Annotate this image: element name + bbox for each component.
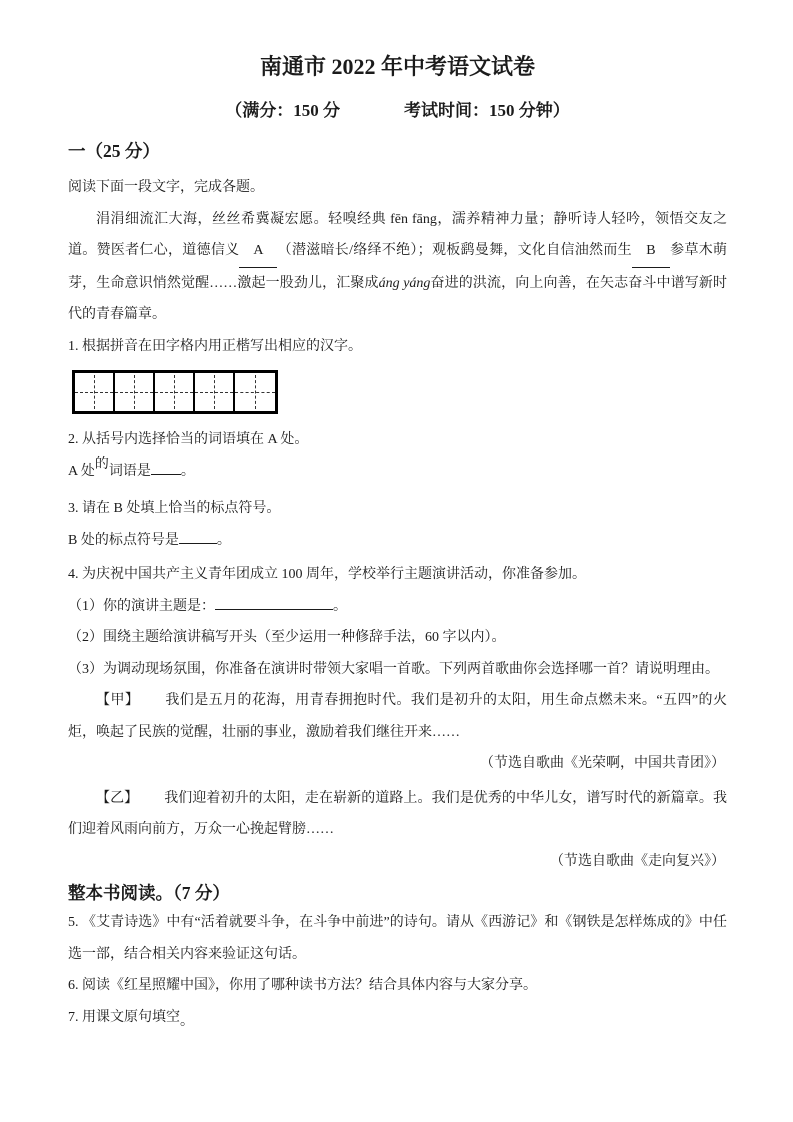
tianzige-cell	[195, 373, 235, 411]
q3-answer-prefix: B 处的标点符号是	[68, 532, 179, 548]
q7-text: 7. 用课文原句填空	[68, 1009, 180, 1025]
lyric-yi-label: 【乙】	[96, 790, 139, 806]
q4-sub1-blank	[215, 609, 333, 610]
passage-pinyin: áng yáng	[378, 275, 431, 291]
exam-title: 南通市 2022 年中考语文试卷	[259, 54, 535, 79]
question-2-answer-line	[68, 456, 727, 488]
question-6: 6. 阅读《红星照耀中国》，你用了哪种读书方法？结合具体内容与大家分享。	[68, 978, 537, 993]
lyric-yi-text: 我们迎着初升的太阳，走在崭新的道路上。我们是优秀的中华儿女，谱写时代的新篇章。我们迎着风雨向前方，万众一心挽起臂膀……	[68, 790, 728, 837]
passage-seg2: （潜滋暗长/络绎不绝）；观板鹞曼舞，文化自信油然而生	[277, 243, 632, 258]
passage-seg3: 参草木萌芽，生命意识悄然觉醒……激起一股劲儿，汇聚成	[68, 243, 728, 291]
question-4: 4. 为庆祝中国共产主义青年团成立 100 周年，学校举行主题演讲活动，你准备参加。	[68, 567, 586, 582]
question-1: 1. 根据拼音在田字格内用正楷写出相应的汉字。	[68, 338, 362, 354]
section-one-heading: 一（25 分）	[68, 141, 160, 161]
lyric-yi-source: （节选自歌曲《走向复兴》）	[550, 853, 725, 869]
question-5: 5. 《艾青诗选》中有“活着就要斗争，在斗争中前进”的诗句。请从《西游记》和《钢铁是怎样炼成的》中任选一部，结合相关内容来验证这句话。	[68, 915, 727, 962]
q7-period: 。	[180, 1013, 194, 1029]
q2-answer-blank	[151, 474, 181, 475]
tianzige-cell	[155, 373, 195, 411]
lyric-jia-text: 我们是五月的花海，用青春拥抱时代。我们是初升的太阳，用生命点燃未来。“五四”的火炬，唤起了民族的觉醒，壮丽的事业，激励着我们继往开来……	[68, 693, 727, 740]
tianzige-cell	[235, 373, 275, 411]
q4-sub1-period: 。	[333, 598, 347, 614]
passage-seg4: 奋进的洪流，向上向善，在矢志奋斗中谱写新时代的青春篇章。	[68, 275, 727, 322]
q2-answer-mid: 词语是	[108, 463, 151, 479]
q3-answer-blank	[179, 543, 217, 544]
tianzige-cell	[115, 373, 155, 411]
exam-meta-time: 考试时间：150 分钟）	[404, 101, 570, 120]
q4-sub1-prefix: （1）你的演讲主题是：	[68, 598, 215, 614]
q3-answer-period: 。	[216, 532, 231, 548]
exam-meta	[68, 98, 727, 124]
lyric-yi	[68, 783, 727, 846]
question-4-sub2: （2）围绕主题给演讲稿写开头（至少运用一种修辞手法，60 字以内）。	[68, 630, 506, 645]
passage-seg1: 涓涓细流汇大海，丝丝希冀凝宏愿。轻嗅经典 fēn fāng，濡养精神力量；静听诗人轻吟，领悟交友之道。赞医者仁心，道德信义	[68, 211, 727, 258]
passage	[68, 204, 727, 331]
q2-answer-period: 。	[180, 463, 195, 479]
question-4-sub3: （3）为调动现场氛围，你准备在演讲时带领大家唱一首歌。下列两首歌曲你会选择哪一首？请说明理由。	[68, 661, 719, 677]
q2-answer-prefix: A 处	[68, 463, 95, 479]
question-4-sub1	[68, 591, 727, 623]
question-2: 2. 从括号内选择恰当的词语填在 A 处。	[68, 432, 309, 447]
question-7	[68, 1002, 727, 1034]
tianzige-grid	[72, 370, 278, 414]
lyric-jia-source: （节选自歌曲《光荣啊，中国共青团》）	[480, 756, 725, 771]
tianzige-cell	[75, 373, 115, 411]
question-3: 3. 请在 B 处填上恰当的标点符号。	[68, 501, 281, 516]
question-3-answer-line	[68, 525, 727, 557]
reading-intro: 阅读下面一段文字，完成各题。	[68, 180, 264, 195]
passage-blank-b: B	[632, 235, 670, 268]
lyric-jia	[68, 685, 727, 748]
q2-answer-sup: 的	[94, 456, 109, 472]
passage-blank-a: A	[239, 235, 277, 268]
book-reading-heading: 整本书阅读。（7 分）	[68, 883, 230, 903]
lyric-jia-label: 【甲】	[96, 693, 140, 708]
exam-meta-score: （满分：150 分	[225, 101, 340, 120]
